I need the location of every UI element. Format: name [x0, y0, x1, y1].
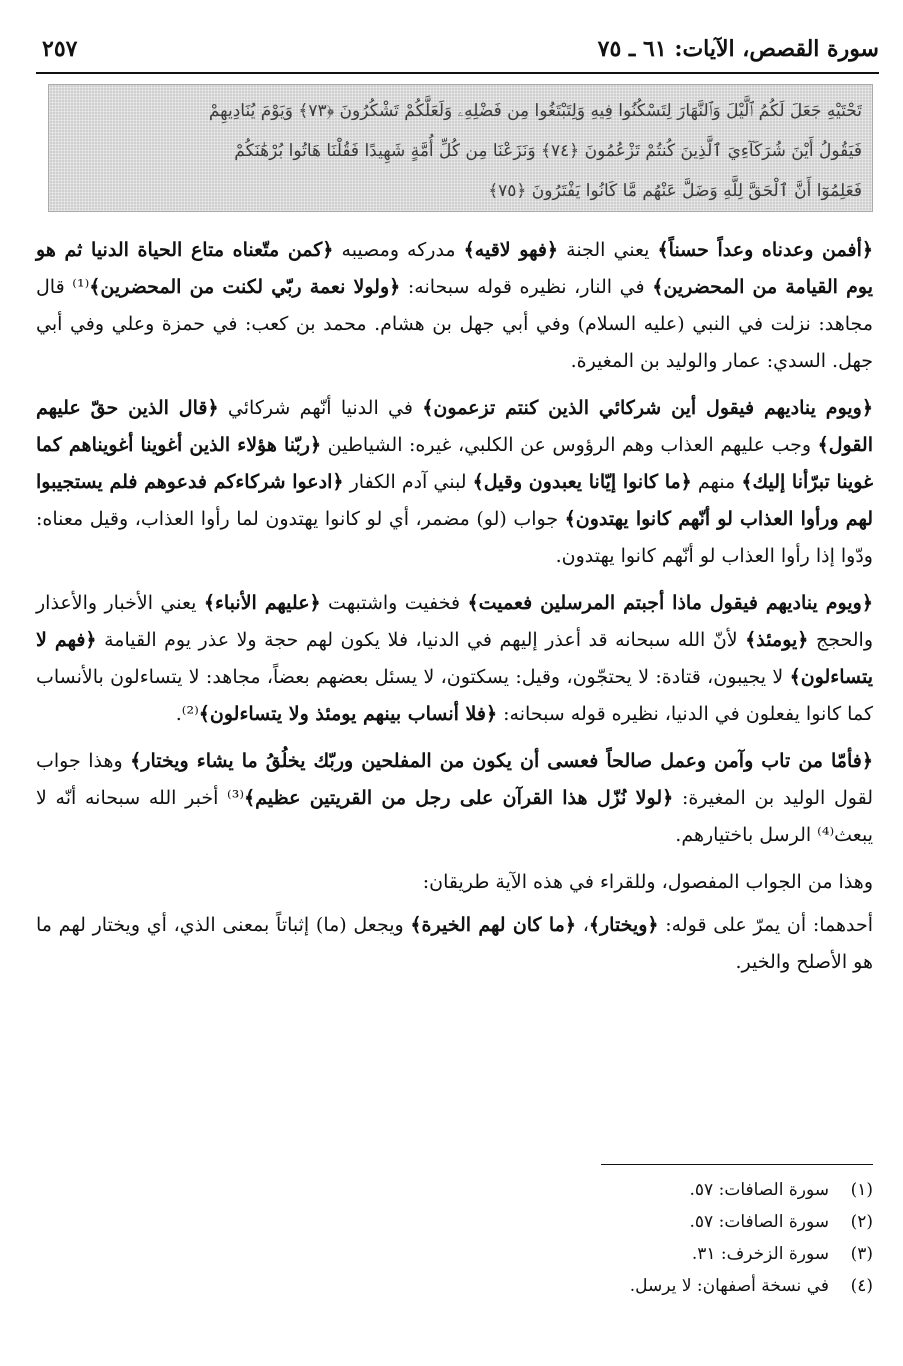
quoted-verse: ﴿ويختار﴾ [588, 914, 659, 936]
commentary-text: ويجعل (ما) إثباتاً بمعنى الذي، أي ويختار لهم ما هو الأصلح والخير. [36, 914, 873, 973]
footnote-text: سورة الصافات: ٥٧. [689, 1180, 829, 1200]
paragraph [36, 585, 873, 733]
commentary-text: فخفيت واشتبهت [320, 592, 468, 614]
quoted-verse: ﴿أفمن وعدناه وعداً حسناً﴾ [657, 239, 874, 261]
footnote-number: (١) [850, 1180, 873, 1200]
commentary-text: في النار، نظيره قوله سبحانه: [400, 276, 653, 298]
commentary-text: يعني الأخبار والأعذار والحجج [36, 592, 873, 651]
footnote-divider [601, 1164, 873, 1165]
page-header [36, 36, 879, 70]
commentary-text: يعني الجنة [558, 239, 658, 261]
footnote [36, 1238, 873, 1270]
commentary-body [36, 232, 873, 991]
quoted-verse: ﴿قال الذين حقّ عليهم القول﴾ [36, 397, 873, 456]
commentary-text: ⁽²⁾. [175, 703, 199, 725]
commentary-text: ⁽¹⁾ قال مجاهد: نزلت في النبي (عليه السلام) وفي أبي جهل بن هشام. محمد بن كعب: في حمزة وعلي وفي أبي جهل. السدي: عمار والوليد بن المغيرة. [36, 276, 873, 372]
footnote [36, 1206, 873, 1238]
footnote-text: سورة الزخرف: ٣١. [691, 1244, 829, 1264]
footnote-number: (٢) [850, 1212, 873, 1232]
commentary-text: وهذا جواب لقول الوليد بن المغيرة: [36, 750, 873, 809]
quoted-verse: ﴿ويوم يناديهم فيقول ماذا أجبتم المرسلين فعميت﴾ [467, 592, 873, 614]
surah-title: سورة القصص، الآيات: ٦١ ـ ٧٥ [597, 36, 879, 62]
quoted-verse: ﴿فلا أنساب بينهم يومئذ ولا يتساءلون﴾ [198, 703, 498, 725]
quoted-verse: ﴿ما كان لهم الخيرة﴾ [410, 914, 576, 936]
quoted-verse: ﴿لولا نُزّل هذا القرآن على رجل من القريتين عظيم﴾ [244, 787, 674, 809]
footnote-text: في نسخة أصفهان: لا يرسل. [629, 1276, 829, 1296]
page-number: ٢٥٧ [42, 36, 78, 62]
commentary-text: وهذا من الجواب المفصول، وللقراء في هذه الآية طريقان: [422, 871, 873, 893]
footnote-number: (٣) [850, 1244, 873, 1264]
quran-line: فَيَقُولُ أَيْنَ شُرَكَآءِيَ ٱلَّذِينَ كُنتُمْ تَزْعُمُونَ ﴿٧٤﴾ وَنَزَعْنَا مِن كُلِّ أُمَّةٍ شَهِيدًا فَقُلْنَا هَاتُوا بُرْهَٰنَكُمْ [234, 141, 862, 161]
quran-verses-box [48, 84, 873, 212]
quoted-verse: ﴿ولولا نعمة ربّي لكنت من المحضرين﴾ [89, 276, 401, 298]
commentary-text: ، [576, 914, 589, 936]
commentary-text: جواب (لو) مضمر، أي لو كانوا يهتدون لما رأوا العذاب، وقيل معناه: ودّوا إذا رأوا العذاب لو أنّهم كانوا يهتدون. [36, 508, 873, 567]
paragraph [36, 864, 873, 901]
quoted-verse: ﴿فأمّا من تاب وآمن وعمل صالحاً فعسى أن يكون من المفلحين وربّك يخلُقُ ما يشاء ويختار﴾ [130, 750, 873, 772]
book-page [36, 0, 879, 1366]
quoted-verse: ﴿ما كانوا إيّانا يعبدون وقيل﴾ [472, 471, 692, 493]
footnote [36, 1174, 873, 1206]
paragraph [36, 907, 873, 981]
commentary-text: لا يجيبون، قتادة: لا يحتجّون، وقيل: يسكتون، لا يسئل بعضهم بعضاً، مجاهد: لا يتساءلون بالأنساب كما كانوا يفعلون في الدنيا، نظيره قوله سبحانه: [36, 666, 873, 725]
quoted-verse: ﴿ربّنا هؤلاء الذين أغوينا أغويناهم كما غوينا تبرّأنا إليك﴾ [36, 434, 874, 493]
footnotes [36, 1174, 873, 1302]
commentary-text: مدركه ومصيبه [333, 239, 464, 261]
quoted-verse: ﴿كمن متّعناه متاع الحياة الدنيا ثم هو يوم القيامة من المحضرين﴾ [36, 239, 873, 298]
header-divider [36, 72, 879, 74]
commentary-text: في الدنيا أنّهم شركائي [218, 397, 423, 419]
commentary-text: ⁽³⁾ أخبر الله سبحانه أنّه لا يبعث⁽⁴⁾ الرسل باختيارهم. [36, 787, 873, 846]
paragraph [36, 390, 873, 575]
quoted-verse: ﴿ادعوا شركاءكم فدعوهم فلم يستجيبوا لهم ورأوا العذاب لو أنّهم كانوا يهتدون﴾ [36, 471, 873, 530]
paragraph [36, 743, 873, 854]
quoted-verse: ﴿عليهم الأنباء﴾ [203, 592, 321, 614]
footnote-text: سورة الصافات: ٥٧. [689, 1212, 829, 1232]
quoted-verse: ﴿يومئذ﴾ [745, 629, 809, 651]
quoted-verse: ﴿فهم لا يتساءلون﴾ [36, 629, 873, 688]
commentary-text: أحدهما: أن يمرّ على قوله: [658, 914, 874, 936]
quoted-verse: ﴿فهو لاقيه﴾ [463, 239, 559, 261]
commentary-text: منهم [691, 471, 742, 493]
footnote [36, 1270, 873, 1302]
commentary-text: وجب عليهم العذاب وهم الرؤوس عن الكلبي، غيره: الشياطين [321, 434, 818, 456]
paragraph [36, 232, 873, 380]
commentary-text: لأنّ الله سبحانه قد أعذر إليهم في الدنيا، فلا يكون لهم حجة ولا عذر يوم القيامة [96, 629, 746, 651]
quoted-verse: ﴿ويوم يناديهم فيقول أين شركائي الذين كنتم تزعمون﴾ [422, 397, 873, 419]
commentary-text: لبني آدم الكفار [343, 471, 473, 493]
footnote-number: (٤) [850, 1276, 873, 1296]
quran-line: فَعَلِمُوٓا أَنَّ ٱلْحَقَّ لِلَّهِ وَضَلَّ عَنْهُم مَّا كَانُوا يَفْتَرُونَ ﴿٧٥﴾ [488, 181, 862, 201]
quran-line: تَحْتَيْهِ جَعَلَ لَكُمُ ٱلَّيْلَ وَٱلنَّهَارَ لِتَسْكُنُوا فِيهِ وَلِتَبْتَغُوا مِن فَضْلِهِۦ وَلَعَلَّكُمْ تَشْكُرُونَ ﴿٧٣﴾ وَيَوْمَ يُنَادِيهِمْ [208, 101, 862, 121]
